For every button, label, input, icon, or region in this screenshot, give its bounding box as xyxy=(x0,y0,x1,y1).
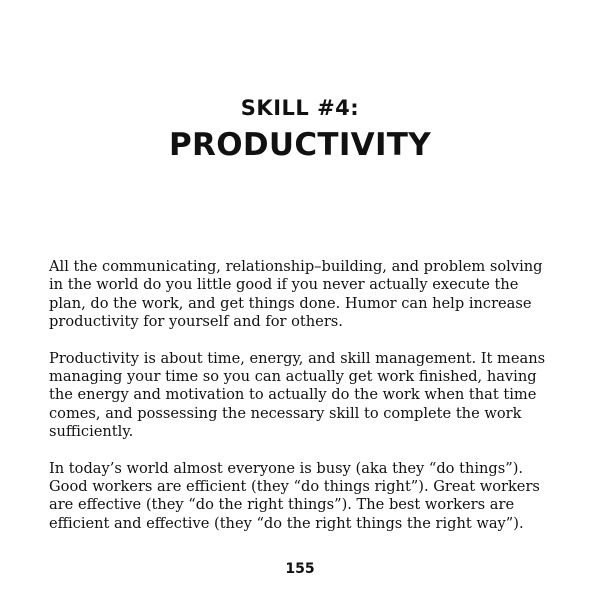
page-number: 155 xyxy=(285,561,315,577)
chapter-number: SKILL #4: xyxy=(240,96,360,120)
body-text xyxy=(49,258,559,551)
paragraph: Productivity is about time, energy, and skill management. It means managing your time so you can actually get work finished, having the energy and motivation to actually do the work when that time comes, and possessing the necessary skill to complete the work sufficiently. xyxy=(49,349,546,441)
paragraph: All the communicating, relationship–building, and problem solving in the world do you little good if you never actually execute the plan, do the work, and get things done. Humor can help increase productivity for yourself and for others. xyxy=(49,258,543,331)
chapter-title: PRODUCTIVITY xyxy=(169,127,431,163)
paragraph: In today’s world almost everyone is busy (aka they “do things”). Good workers are efficient (they “do things right”). Great workers are effective (they “do the right things”). The best workers are efficient and effective (they “do the right things the right way”). xyxy=(49,459,540,532)
